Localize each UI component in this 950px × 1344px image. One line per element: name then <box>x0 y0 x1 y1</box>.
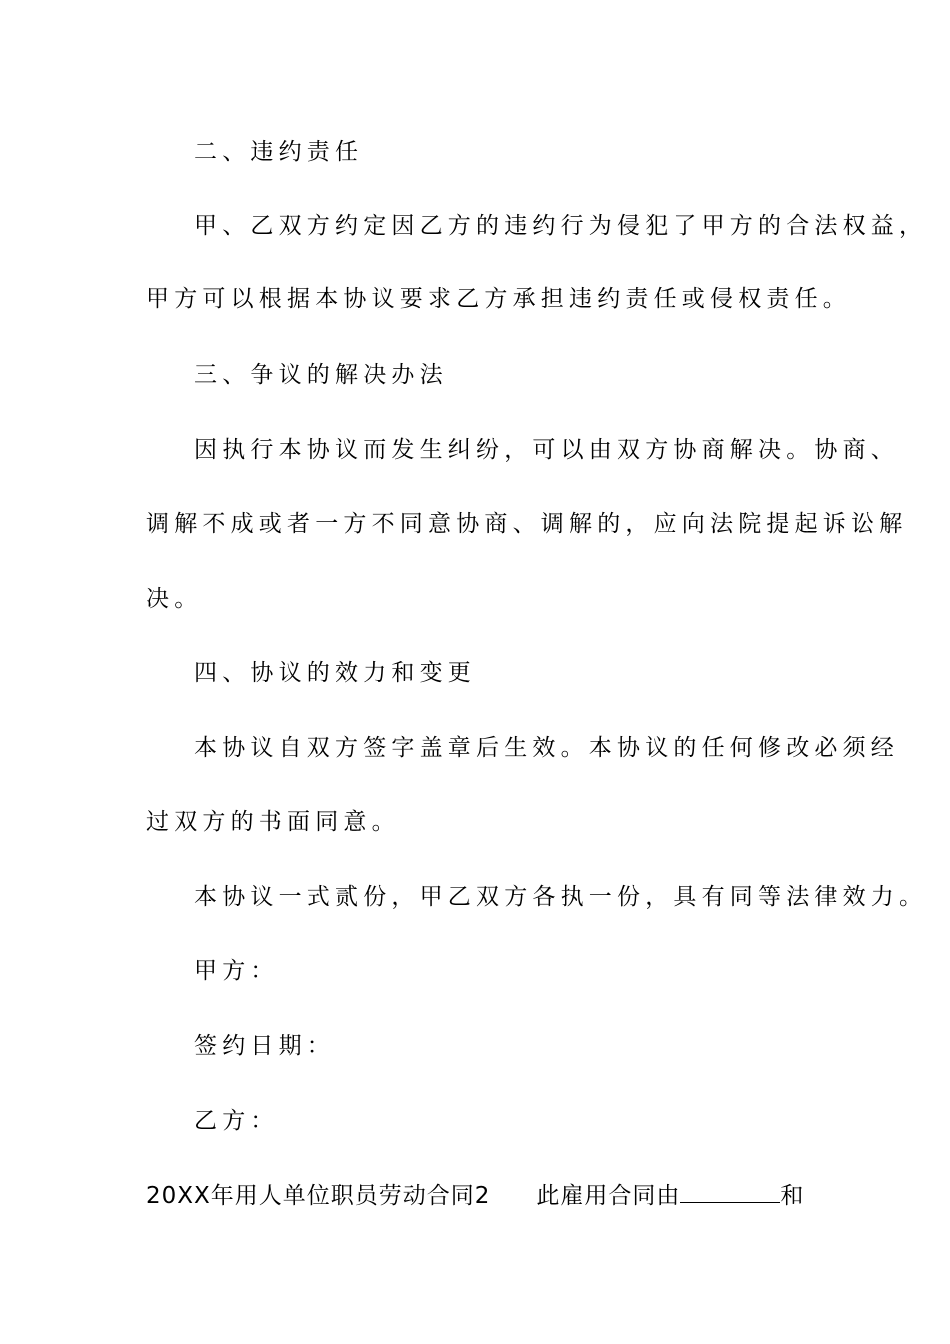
next-contract-title: 20XX年用人单位职员劳动合同2 <box>146 1183 491 1209</box>
blank-fill-line <box>680 1182 780 1203</box>
party-a-label: 甲方： <box>194 958 279 984</box>
next-contract-and: 和 <box>780 1183 805 1209</box>
copies-statement: 本协议一式贰份，甲乙双方各执一份，具有同等法律效力。 <box>194 884 928 910</box>
section-3-paragraph-line-2: 调解不成或者一方不同意协商、调解的，应向法院提起诉讼解 <box>146 511 908 537</box>
section-3-paragraph-line-3: 决。 <box>146 586 203 612</box>
section-2-paragraph-line-2: 甲方可以根据本协议要求乙方承担违约责任或侵权责任。 <box>146 286 851 312</box>
sign-date-label: 签约日期： <box>194 1033 335 1059</box>
next-contract-intro: 此雇用合同由 <box>536 1183 681 1209</box>
section-3-heading: 三、争议的解决办法 <box>194 362 448 388</box>
next-contract-line <box>146 1181 804 1211</box>
section-2-paragraph-line-1: 甲、乙双方约定因乙方的违约行为侵犯了甲方的合法权益， <box>194 213 928 239</box>
section-4-paragraph-line-1: 本协议自双方签字盖章后生效。本协议的任何修改必须经 <box>194 735 899 761</box>
section-2-heading: 二、违约责任 <box>194 139 364 165</box>
party-b-label: 乙方： <box>194 1108 279 1134</box>
section-3-paragraph-line-1: 因执行本协议而发生纠纷，可以由双方协商解决。协商、 <box>194 437 899 463</box>
section-4-heading: 四、协议的效力和变更 <box>194 660 476 686</box>
section-4-paragraph-line-2: 过双方的书面同意。 <box>146 809 400 835</box>
